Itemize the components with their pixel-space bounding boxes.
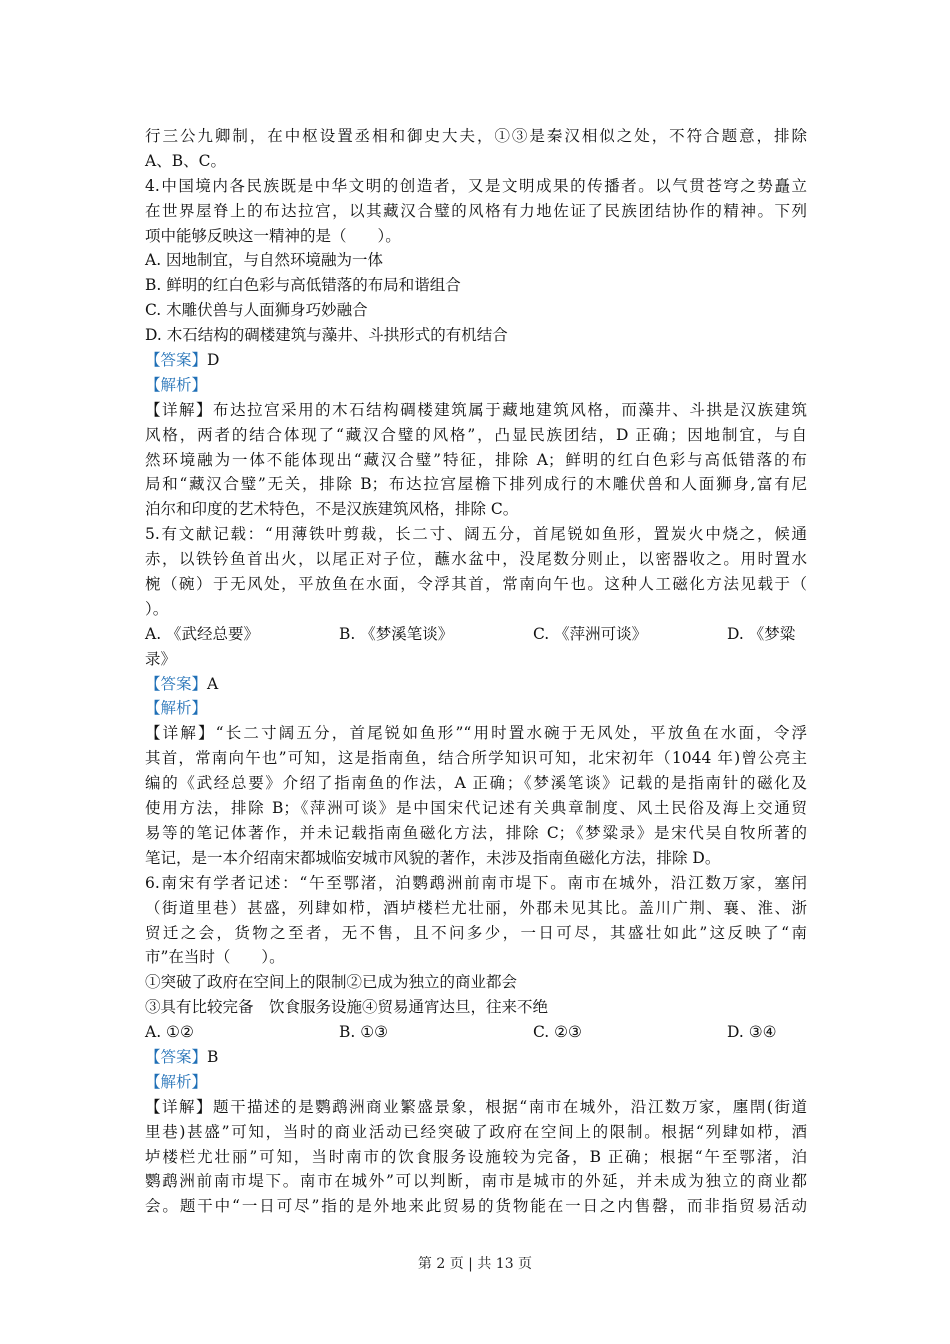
text-line <box>145 647 807 672</box>
line-text: 项中能够反映这一精神的是（ ）。 <box>145 226 401 245</box>
line-text: D <box>207 351 220 370</box>
text-line <box>145 945 807 970</box>
line-text: 编的《武经总要》介绍了指南鱼的作法，A 正确；《梦溪笔谈》记载的是指南针的磁化及 <box>145 774 807 793</box>
line-text: ③具有比较完备 饮食服务设施④贸易通宵达旦，往来不绝 <box>145 998 549 1017</box>
line-text: 市”在当时（ ）。 <box>145 948 285 967</box>
text-line <box>145 796 807 821</box>
text-line <box>145 572 807 597</box>
section-label: 【答案】 <box>145 1047 208 1066</box>
line-text: A. 因地制宜，与自然环境融为一体 <box>145 251 384 270</box>
text-line <box>145 298 807 323</box>
section-label-line <box>145 1045 807 1070</box>
text-line <box>145 174 807 199</box>
text-line <box>145 224 807 249</box>
line-text: B. 鲜明的红白色彩与高低错落的布局和谐组合 <box>145 276 461 295</box>
option-item: B. 《梦溪笔谈》 <box>339 624 454 643</box>
line-text: 赤，以铁钤鱼首出火，以尾正对子位，蘸水盆中，没尾数分则止，以密器收之。用时置水 <box>145 550 807 569</box>
text-line <box>145 821 807 846</box>
line-text: 【详解】布达拉宫采用的木石结构碉楼建筑属于藏地建筑风格，而藻井、斗拱是汉族建筑 <box>145 400 807 419</box>
page-footer: 第 2 页 | 共 13 页 <box>417 1256 533 1272</box>
line-text: 6.南宋有学者记述：“午至鄂渚，泊鹦鹉洲前南市堤下。南市在城外，沿江数万家，塞闬 <box>145 873 807 892</box>
text-line <box>145 448 807 473</box>
line-text: 局和“藏汉合璧”无关，排除 B；布达拉宫屋檐下排列成行的木雕伏兽和人面狮身,富有尼 <box>145 475 807 494</box>
section-label-line <box>145 672 807 697</box>
line-text: A <box>207 674 219 693</box>
text-line <box>145 846 807 871</box>
text-line <box>145 273 807 298</box>
line-text: 录》 <box>145 649 177 668</box>
line-text: 使用方法，排除 B；《萍洲可谈》是中国宋代记述有关典章制度、风土民俗及海上交通贸 <box>145 799 807 818</box>
line-text: 笔记，是一本介绍南宋都城临安城市风貌的著作，未涉及指南鱼磁化方法，排除 D。 <box>145 848 721 867</box>
text-line <box>145 124 807 149</box>
text-line <box>145 1095 807 1120</box>
text-line <box>145 323 807 348</box>
option-row <box>145 1020 807 1045</box>
page-content <box>145 124 807 1219</box>
line-text: 泊尔和印度的艺术特色，不是汉族建筑风格，排除 C。 <box>145 500 519 519</box>
text-line <box>145 248 807 273</box>
text-line <box>145 199 807 224</box>
line-text: A、B、C。 <box>145 151 226 170</box>
line-text: 5.有文献记载：“用薄铁叶剪裁，长二寸、阔五分，首尾锐如鱼形，置炭火中烧之，候通 <box>145 525 807 544</box>
line-text: 然环境融为一体不能体现出“藏汉合璧”特征，排除 A；鲜明的红白色彩与高低错落的布 <box>145 450 807 469</box>
line-text: 里巷)甚盛”可知，当时的商业活动已经突破了政府在空间上的限制。根据“列肆如栉，酒 <box>145 1122 807 1141</box>
section-label: 【解析】 <box>145 1072 208 1091</box>
line-text: 其首，常南向午也”可知，这是指南鱼，结合所学知识可知，北宋初年（1044 年)曾公亮主 <box>145 749 807 768</box>
text-line <box>145 771 807 796</box>
option-item: D. 《梦粱 <box>727 624 796 643</box>
text-line <box>145 970 807 995</box>
section-label-line <box>145 348 807 373</box>
text-line <box>145 597 807 622</box>
text-line <box>145 398 807 423</box>
line-text: 行三公九卿制，在中枢设置丞相和御史大夫，①③是秦汉相似之处，不符合题意，排除 <box>145 127 807 145</box>
line-text: 风格，两者的结合体现了“藏汉合璧的风格”，凸显民族团结，D 正确；因地制宜，与自 <box>145 425 807 444</box>
line-text: 4.中国境内各民族既是中华文明的创造者，又是文明成果的传播者。以气贯苍穹之势矗立 <box>145 176 807 195</box>
section-label-line <box>145 373 807 398</box>
text-line <box>145 1145 807 1170</box>
text-line <box>145 423 807 448</box>
line-text: D. 木石结构的碉楼建筑与藻井、斗拱形式的有机结合 <box>145 326 508 345</box>
section-label: 【答案】 <box>145 351 208 370</box>
line-text: 会。题干中“一日可尽”指的是外地来此贸易的货物能在一日之内售罄，而非指贸易活动 <box>145 1197 807 1216</box>
line-text: 垆楼栏尤壮丽”可知，当时南市的饮食服务设施较为完备，B 正确；根据“午至鄂渚，泊 <box>145 1147 807 1166</box>
option-item: C. 《萍洲可谈》 <box>533 624 648 643</box>
text-line <box>145 522 807 547</box>
text-line <box>145 497 807 522</box>
line-text: 【详解】题干描述的是鹦鹉洲商业繁盛景象，根据“南市在城外，沿江数万家，廛閈(街道 <box>145 1097 807 1116</box>
text-line <box>145 547 807 572</box>
text-line <box>145 1120 807 1145</box>
text-line <box>145 746 807 771</box>
section-label: 【解析】 <box>145 699 208 718</box>
text-line <box>145 995 807 1020</box>
text-line <box>145 896 807 921</box>
section-label-line <box>145 1070 807 1095</box>
line-text: C. 木雕伏兽与人面狮身巧妙融合 <box>145 301 368 320</box>
option-item: A. 《武经总要》 <box>145 624 260 643</box>
text-line <box>145 721 807 746</box>
line-text: 在世界屋脊上的布达拉宫，以其藏汉合璧的风格有力地佐证了民族团结协作的精神。下列 <box>145 201 807 220</box>
option-item: C. ②③ <box>533 1023 582 1042</box>
line-text: 贸迁之会，货物之至者，无不售，且不问多少，一日可尽，其盛壮如此”这反映了“南 <box>145 923 807 942</box>
text-line <box>145 472 807 497</box>
option-item: D. ③④ <box>727 1023 777 1042</box>
option-row <box>145 622 807 647</box>
text-line <box>145 149 807 174</box>
line-text: 椀（碗）于无风处，平放鱼在水面，令浮其首，常南向午也。这种人工磁化方法见载于（ <box>145 575 807 594</box>
section-label-line <box>145 696 807 721</box>
text-line <box>145 1169 807 1194</box>
line-text: （街道里巷）甚盛，列肆如栉，酒垆楼栏尤壮丽，外郡未见其比。盖川广荆、襄、淮、浙 <box>145 898 807 917</box>
section-label: 【答案】 <box>145 674 208 693</box>
line-text: 易等的笔记体著作，并未记载指南鱼磁化方法，排除 C；《梦粱录》是宋代吴自牧所著的 <box>145 823 807 842</box>
line-text: 【详解】“长二寸阔五分，首尾锐如鱼形”“用时置水碗于无风处，平放鱼在水面，令浮 <box>145 724 807 743</box>
text-line <box>145 871 807 896</box>
text-line <box>145 921 807 946</box>
line-text: ）。 <box>145 599 169 618</box>
text-line <box>145 1194 807 1219</box>
line-text: B <box>207 1047 219 1066</box>
line-text: ①突破了政府在空间上的限制②已成为独立的商业都会 <box>145 973 518 992</box>
line-text: 鹦鹉洲前南市堤下。南市在城外”可以判断，南市是城市的外延，并未成为独立的商业都 <box>145 1172 807 1191</box>
option-item: B. ①③ <box>339 1023 389 1042</box>
section-label: 【解析】 <box>145 375 208 394</box>
option-item: A. ①② <box>145 1023 194 1042</box>
